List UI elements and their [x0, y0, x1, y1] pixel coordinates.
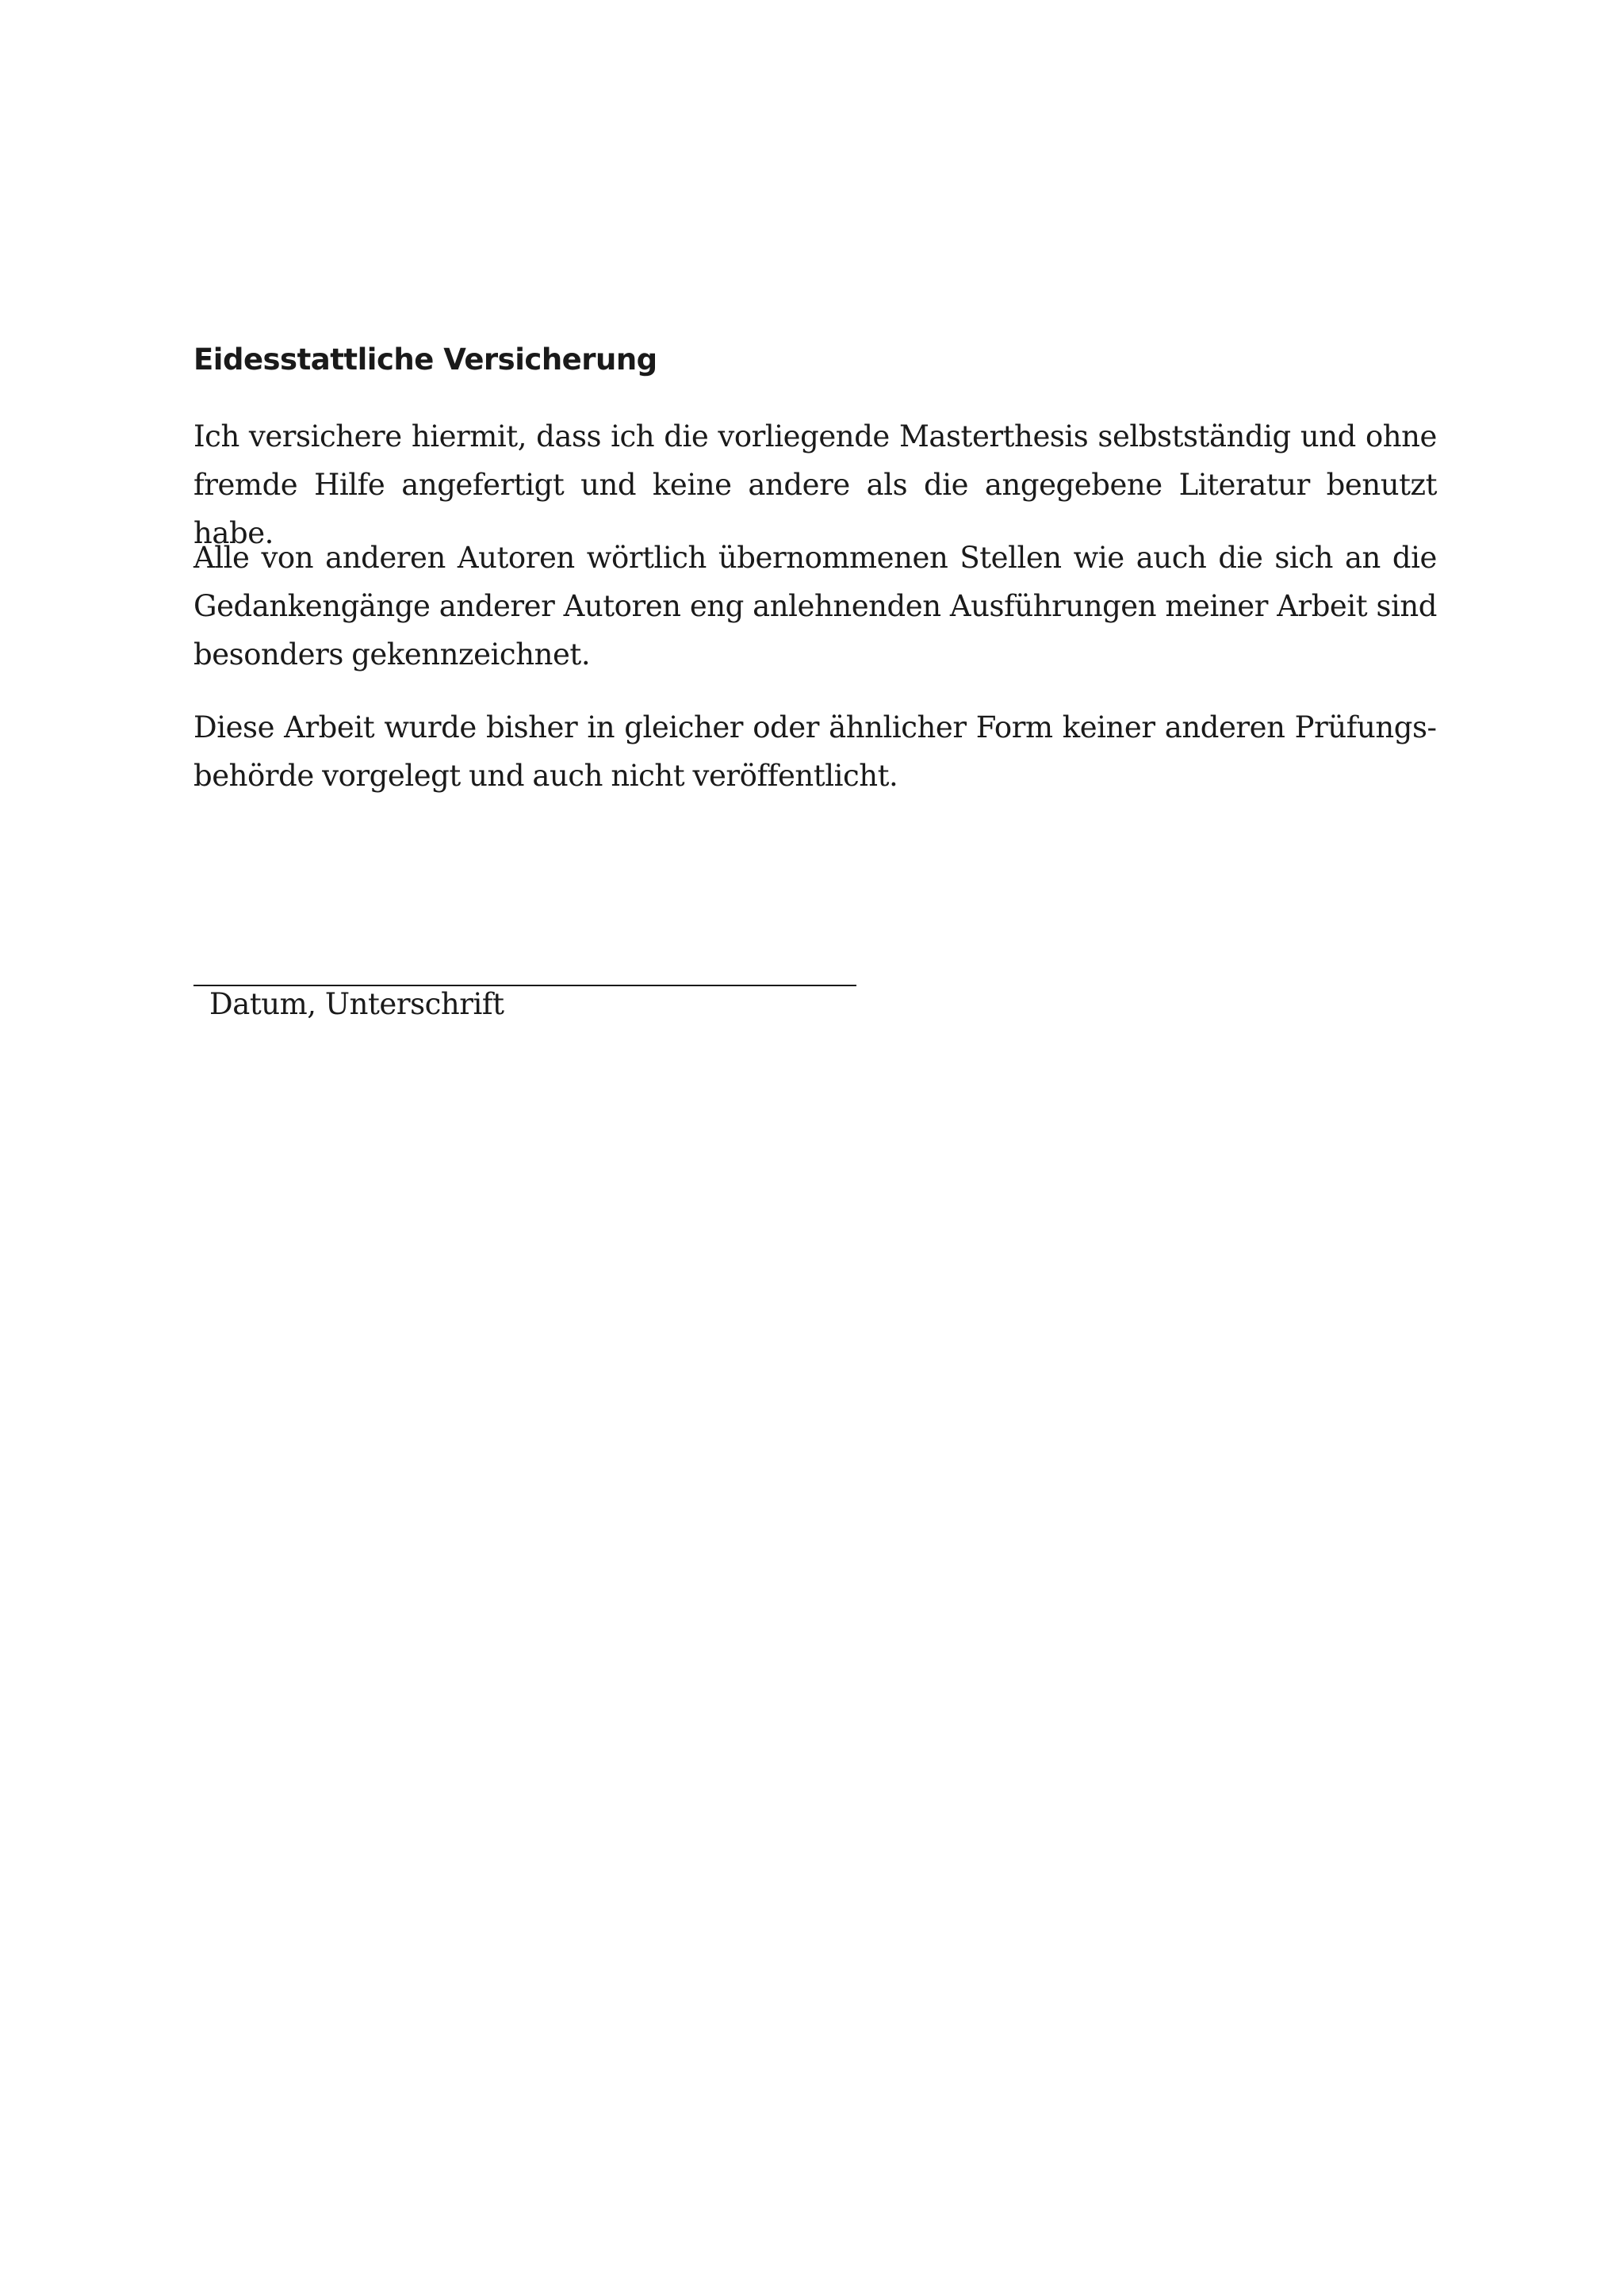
declaration-paragraph-1: Ich versichere hiermit, dass ich die vorliegende Masterthesis selbstständig und ohne fremde Hilfe angefertigt und keine andere als die angegebene Literatur benutzt habe. [193, 419, 1437, 550]
page-title: Eidesstattliche Versicherung [193, 342, 657, 377]
declaration-paragraph-2: Alle von anderen Autoren wörtlich übernommenen Stellen wie auch die sich an die Gedankengänge anderer Autoren eng anlehnenden Ausführungen meiner Arbeit sind besonders gekennzeichnet. [193, 541, 1437, 672]
declaration-paragraph-3: Diese Arbeit wurde bisher in gleicher oder ähnlicher Form keiner anderen Prüfungsbehörde vorgelegt und auch nicht veröffentlicht. [193, 710, 1437, 793]
signature-label: Datum, Unterschrift [209, 987, 504, 1021]
